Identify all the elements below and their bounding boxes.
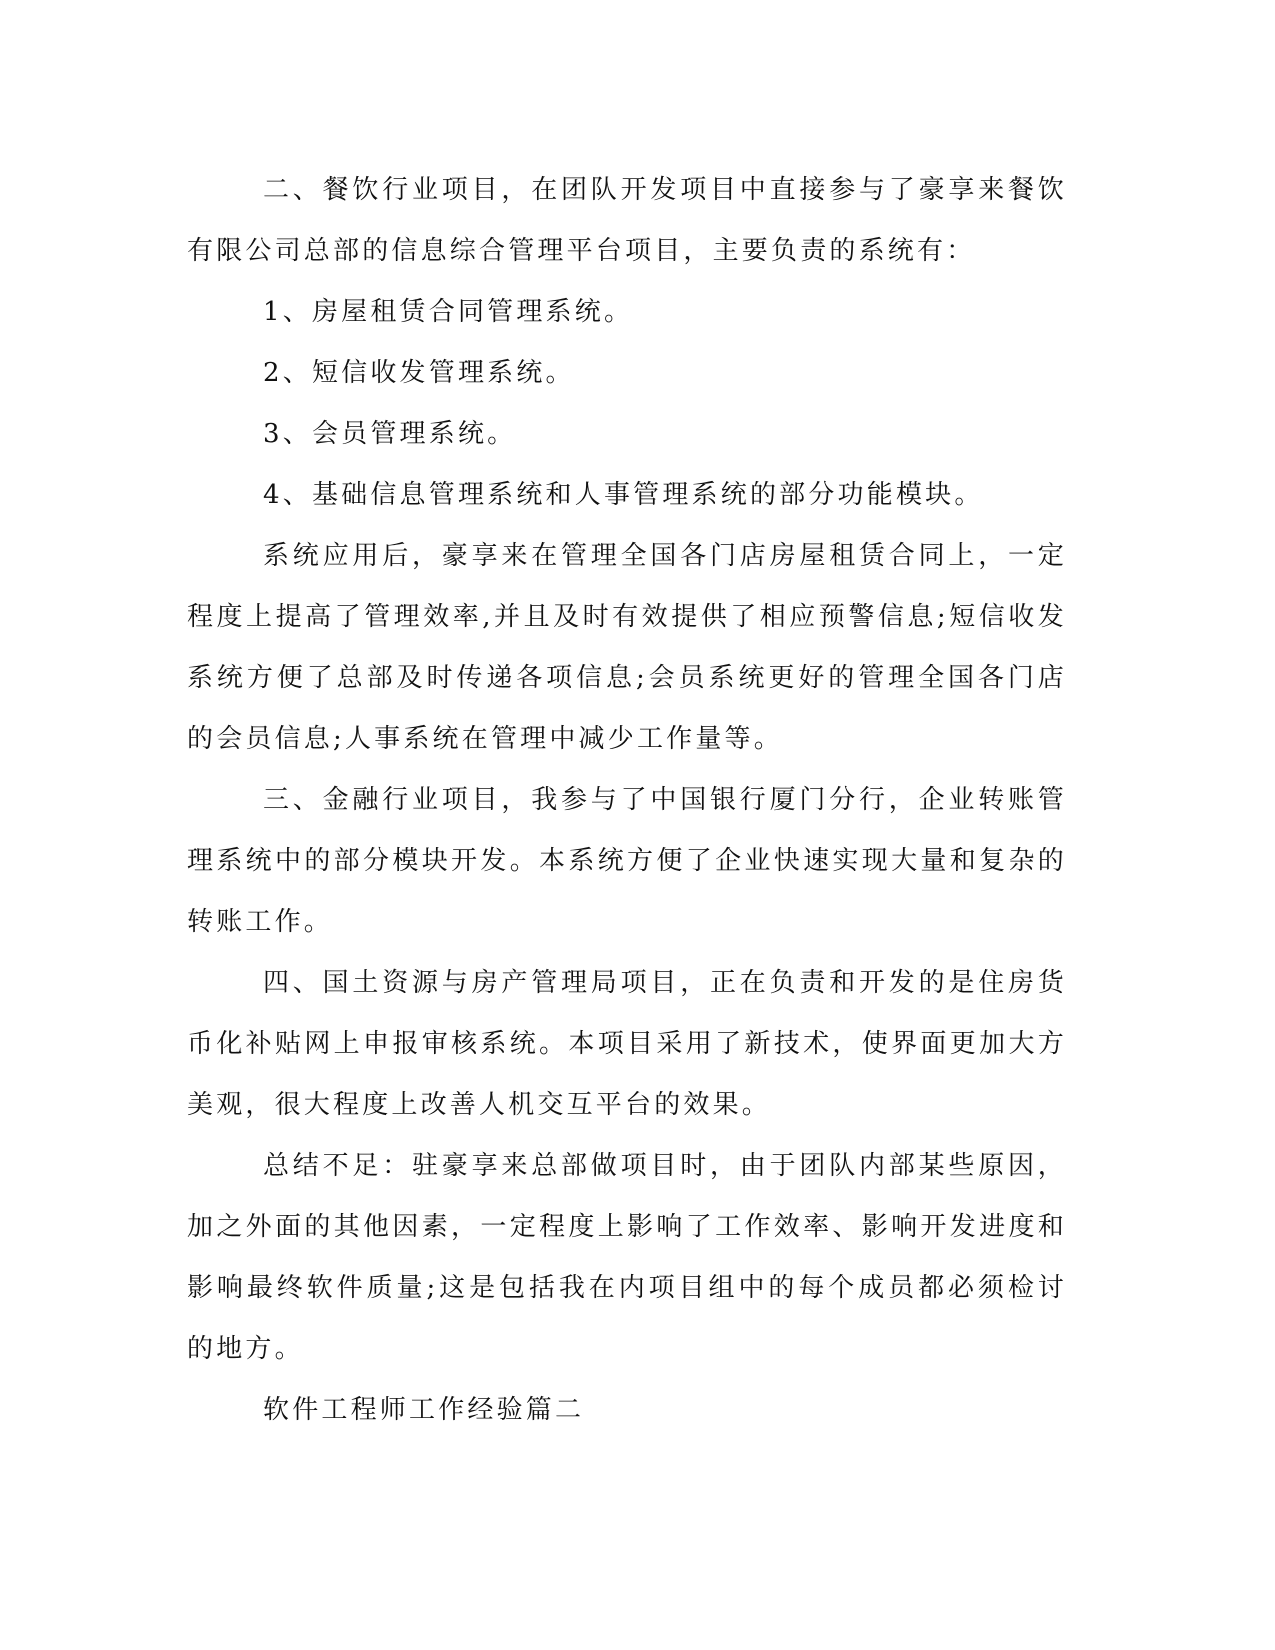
document-body bbox=[187, 160, 1067, 1441]
list-item-lease-contract-system: 1、房屋租赁合同管理系统。 bbox=[263, 297, 634, 327]
paragraph-finance-project: 三、金融行业项目，我参与了中国银行厦门分行，企业转账管理系统中的部分模块开发。本系统方便了企业快速实现大量和复杂的转账工作。 bbox=[187, 785, 1067, 937]
section-heading-part-two: 软件工程师工作经验篇二 bbox=[263, 1395, 585, 1425]
paragraph-system-results: 系统应用后，豪享来在管理全国各门店房屋租赁合同上，一定程度上提高了管理效率,并且及时有效提供了相应预警信息;短信收发系统方便了总部及时传递各项信息;会员系统更好的管理全国各门店的会员信息;人事系统在管理中减少工作量等。 bbox=[187, 541, 1067, 754]
list-item-member-system: 3、会员管理系统。 bbox=[263, 419, 517, 449]
paragraph-catering-project: 二、餐饮行业项目，在团队开发项目中直接参与了豪享来餐饮有限公司总部的信息综合管理平台项目，主要负责的系统有： bbox=[187, 175, 1067, 266]
paragraph-shortcomings-summary: 总结不足：驻豪享来总部做项目时，由于团队内部某些原因，加之外面的其他因素，一定程度上影响了工作效率、影响开发进度和影响最终软件质量;这是包括我在内项目组中的每个成员都必须检讨的地方。 bbox=[187, 1151, 1067, 1364]
paragraph-land-housing-project: 四、国土资源与房产管理局项目，正在负责和开发的是住房货币化补贴网上申报审核系统。本项目采用了新技术，使界面更加大方美观，很大程度上改善人机交互平台的效果。 bbox=[187, 968, 1067, 1120]
list-item-sms-system: 2、短信收发管理系统。 bbox=[263, 358, 575, 388]
list-item-basic-info-hr-system: 4、基础信息管理系统和人事管理系统的部分功能模块。 bbox=[263, 480, 984, 510]
